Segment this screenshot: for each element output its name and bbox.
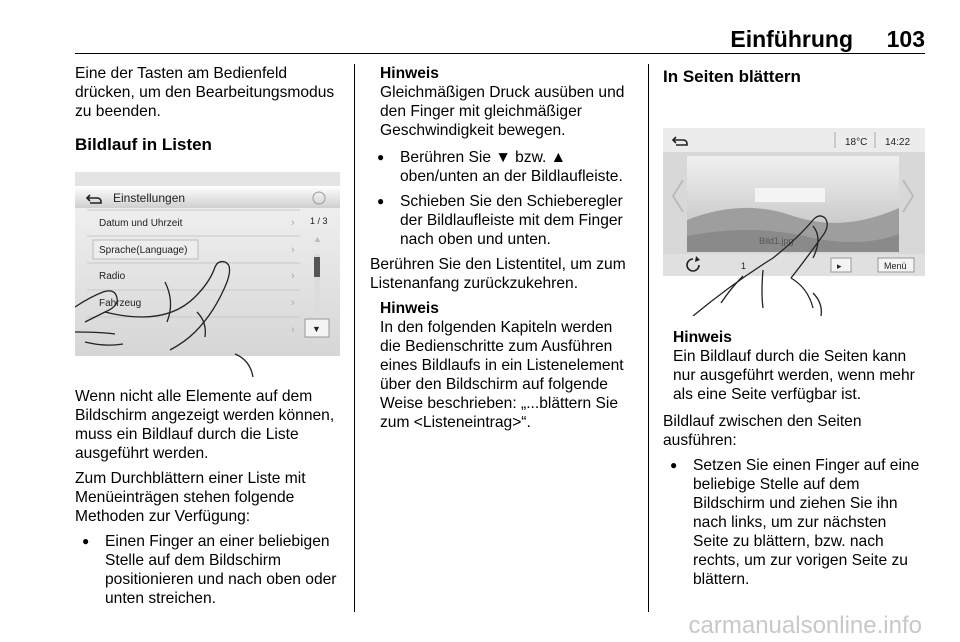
bullet-item: ● Berühren Sie ▼ bzw. ▲ oben/unten an der Bildlaufleiste.: [370, 148, 635, 186]
column-2: [370, 64, 635, 440]
list-scroll-figure: [75, 172, 340, 377]
chevron-right-icon: ›: [291, 270, 295, 282]
body-paragraph: Wenn nicht alle Elemente auf dem Bildschirm angezeigt werden können, muss ein Bildlauf durch die Liste ausgeführt werden.: [75, 388, 335, 462]
section-heading: In Seiten blättern: [663, 67, 801, 86]
page-scroll-figure: [663, 108, 925, 316]
page-header: [75, 24, 925, 54]
section-heading: Bildlauf in Listen: [75, 135, 212, 154]
note-block: [380, 64, 635, 140]
scrollbar-slider[interactable]: [314, 257, 320, 277]
list-item[interactable]: Sprache(Language): [99, 245, 188, 256]
body-paragraph: Zum Durchblättern einer Liste mit Menüeinträgen stehen folgende Methoden zur Verfügung:: [75, 470, 306, 525]
header-rule: [75, 53, 925, 54]
intro-text: Eine der Tasten am Bedienfeld drücken, um den Bearbeitungsmodus zu beenden.: [75, 65, 335, 120]
bullet-list: [663, 456, 925, 589]
chevron-right-icon: ›: [291, 324, 295, 336]
note-block: [673, 328, 925, 404]
chevron-right-icon: ›: [291, 217, 295, 229]
bullet-item: ● Schieben Sie den Schieberegler der Bildlaufleiste mit dem Finger nach oben und unten.: [370, 192, 635, 249]
bullet-item: ● Setzen Sie einen Finger auf eine beliebige Stelle auf dem Bildschirm und ziehen Sie ihn nach links, um zur nächsten Seite zu blättern, bzw. nach rechts, um zur vorigen Seite zu blättern.: [663, 456, 925, 589]
body-paragraph: Bildlauf zwischen den Seiten ausführen:: [663, 413, 862, 449]
note-title: Hinweis: [380, 300, 439, 317]
bullet-item: ● Einen Finger an einer beliebigen Stelle auf dem Bildschirm positionieren und nach oben oder unten streichen.: [75, 532, 340, 608]
temperature: 18°C: [845, 137, 868, 148]
page-count: 1: [741, 261, 747, 271]
screen-title[interactable]: Einstellungen: [113, 191, 186, 205]
list-item[interactable]: Fahrzeug: [99, 298, 142, 309]
list-item[interactable]: Datum und Uhrzeit: [99, 218, 183, 229]
note-title: Hinweis: [380, 65, 439, 82]
watermark: carmanualsonline.info: [688, 612, 922, 639]
page-number: 103: [886, 26, 925, 52]
chevron-right-icon: ›: [291, 297, 295, 309]
column-divider: [648, 64, 649, 612]
note-block: [380, 299, 635, 432]
chevron-right-icon: ›: [291, 244, 295, 256]
column-3: [663, 64, 925, 595]
note-title: Hinweis: [673, 329, 732, 346]
note-text: Gleichmäßigen Druck ausüben und den Finger mit gleichmäßiger Geschwindigkeit bewegen.: [380, 84, 625, 139]
list-item[interactable]: Radio: [99, 271, 126, 282]
column-divider: [354, 64, 355, 612]
bullet-list: [370, 148, 635, 249]
filename: Bild1.jpg: [759, 236, 794, 246]
column-1: [75, 64, 340, 614]
image-placeholder: [755, 188, 825, 202]
scroll-down-icon[interactable]: ▼: [312, 324, 321, 334]
body-paragraph: Berühren Sie den Listentitel, um zum Listenanfang zurückzukehren.: [370, 256, 626, 292]
scroll-up-icon[interactable]: ▲: [313, 234, 322, 244]
note-text: In den folgenden Kapiteln werden die Bedienschritte zum Ausführen eines Bildlaufs in ein Listenelement über den Bildschirm auf folgende Weise beschrieben: „...blättern Sie zum <Listeneintrag>“.: [380, 319, 624, 431]
clock: 14:22: [885, 137, 911, 148]
page-indicator: 1 / 3: [310, 216, 328, 226]
bullet-list: [75, 532, 340, 608]
menu-button-label[interactable]: Menü: [884, 261, 907, 271]
note-text: Ein Bildlauf durch die Seiten kann nur ausgeführt werden, wenn mehr als eine Seite verfügbar ist.: [673, 348, 915, 403]
play-icon[interactable]: ▸: [837, 261, 842, 271]
chapter-title: Einführung: [730, 26, 853, 52]
